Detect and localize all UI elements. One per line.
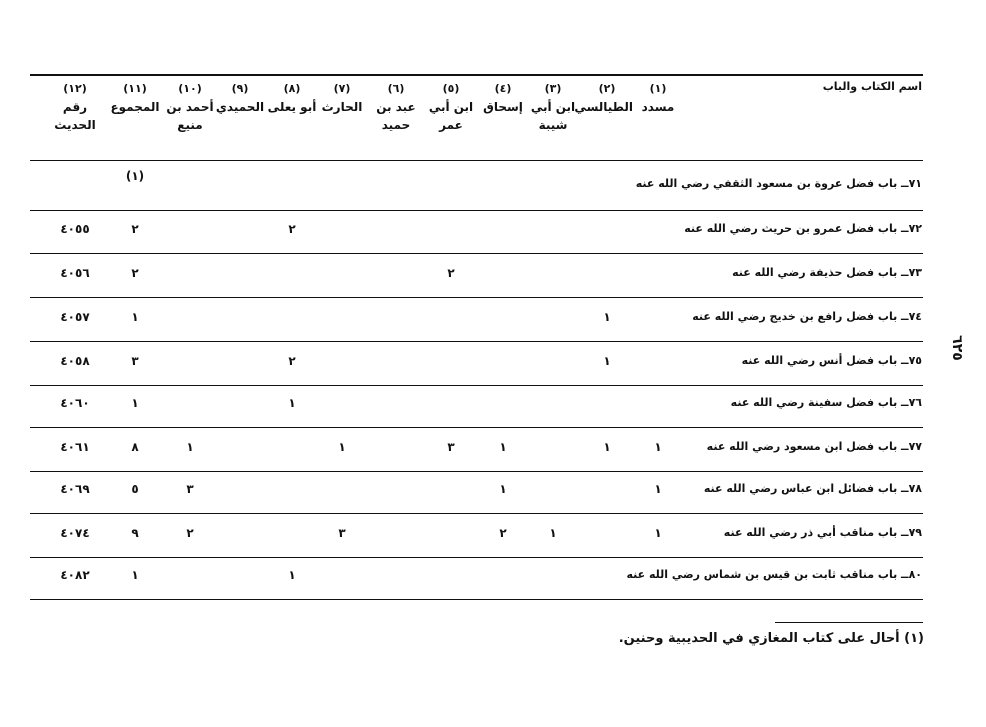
table-cell-c12: ٤٠٥٧ — [60, 310, 90, 324]
table-top-rule — [30, 74, 923, 76]
table-cell-c11: ٥ — [131, 482, 139, 496]
header-title: اسم الكتاب والباب — [822, 80, 922, 93]
page-number: ٦٢٥ — [948, 335, 965, 361]
column-number: (٧) — [333, 82, 351, 95]
row-label: ٧١ــ باب فضل عروة بن مسعود الثقفي رضي الله عنه — [635, 177, 922, 190]
table-cell-c1: ١ — [654, 526, 662, 540]
table-cell-c7: ١ — [338, 440, 346, 454]
row-label: ٧٣ــ باب فضل حذيفة رضي الله عنه — [732, 266, 922, 279]
column-header-9 — [214, 80, 266, 116]
table-cell-c12: ٤٠٥٦ — [60, 266, 90, 280]
table-cell-c4: ٢ — [499, 526, 507, 540]
table-cell-c11: (١) — [125, 169, 145, 183]
row-rule — [30, 513, 923, 514]
column-label: ابن أبي عمر — [428, 100, 474, 132]
table-cell-c1: ١ — [654, 440, 662, 454]
column-header-1 — [632, 80, 684, 116]
table-cell-c12: ٤٠٦٠ — [60, 396, 90, 410]
row-rule — [30, 210, 923, 211]
table-cell-c10: ١ — [186, 440, 194, 454]
row-label: ٧٥ــ باب فضل أنس رضي الله عنه — [741, 354, 922, 367]
column-header-6 — [370, 80, 422, 134]
column-number: (٤) — [494, 82, 512, 95]
column-number: (٦) — [387, 82, 405, 95]
column-number: (١٠) — [178, 82, 202, 95]
column-label: إسحاق — [483, 100, 523, 114]
footnote-rule — [775, 622, 923, 623]
table-cell-c1: ١ — [654, 482, 662, 496]
row-rule — [30, 471, 923, 472]
column-header-7 — [316, 80, 368, 116]
table-cell-c11: ٢ — [131, 266, 139, 280]
column-number: (٩) — [231, 82, 249, 95]
table-cell-c5: ٢ — [447, 266, 455, 280]
table-cell-c11: ٨ — [131, 440, 139, 454]
column-label: الحميدي — [215, 100, 265, 114]
table-cell-c11: ٢ — [131, 222, 139, 236]
row-label: ٧٢ــ باب فضل عمرو بن حريث رضي الله عنه — [684, 222, 922, 235]
table-cell-c5: ٣ — [447, 440, 455, 454]
column-number: (٢) — [598, 82, 616, 95]
table-cell-c10: ٣ — [186, 482, 194, 496]
column-header-12 — [49, 80, 101, 134]
footnote: (١) أحال على كتاب المغازي في الحديبية وحنين. — [618, 631, 924, 646]
column-header-8 — [266, 80, 318, 116]
column-header-4 — [477, 80, 529, 116]
table-cell-c11: ٣ — [131, 354, 139, 368]
table-cell-c2: ١ — [603, 310, 611, 324]
row-rule — [30, 385, 923, 386]
table-cell-c4: ١ — [499, 440, 507, 454]
table-cell-c4: ١ — [499, 482, 507, 496]
column-header-3 — [527, 80, 579, 134]
table-cell-c12: ٤٠٦٩ — [60, 482, 90, 496]
table-cell-c11: ١ — [131, 396, 139, 410]
column-label: ابن أبي شيبة — [530, 100, 576, 132]
row-label: ٧٦ــ باب فضل سفينة رضي الله عنه — [730, 396, 922, 409]
column-label: أحمد بن منيع — [166, 100, 214, 132]
column-label: مسدد — [641, 100, 675, 114]
table-cell-c8: ٢ — [288, 222, 296, 236]
row-rule — [30, 253, 923, 254]
table-cell-c3: ١ — [549, 526, 557, 540]
table-cell-c8: ٢ — [288, 354, 296, 368]
column-number: (٣) — [544, 82, 562, 95]
column-label: أبو يعلى — [267, 100, 317, 114]
row-label: ٧٩ــ باب مناقب أبي ذر رضي الله عنه — [723, 526, 922, 539]
row-label: ٧٤ــ باب فضل رافع بن خديج رضي الله عنه — [692, 310, 922, 323]
column-header-5 — [425, 80, 477, 134]
table-cell-c2: ١ — [603, 354, 611, 368]
column-number: (١) — [649, 82, 667, 95]
row-rule — [30, 297, 923, 298]
row-label: ٨٠ــ باب مناقب ثابت بن قيس بن شماس رضي الله عنه — [626, 568, 922, 581]
table-cell-c8: ١ — [288, 568, 296, 582]
column-header-11 — [109, 80, 161, 116]
column-number: (٥) — [442, 82, 460, 95]
column-label: الطيالسي — [574, 100, 633, 114]
row-label: ٧٧ــ باب فضل ابن مسعود رضي الله عنه — [706, 440, 922, 453]
column-header-2 — [574, 80, 633, 116]
row-rule — [30, 557, 923, 558]
table-cell-c12: ٤٠٦١ — [60, 440, 90, 454]
column-number: (١٢) — [63, 82, 87, 95]
column-label: الحارث — [321, 100, 363, 114]
row-rule — [30, 341, 923, 342]
table-cell-c10: ٢ — [186, 526, 194, 540]
column-header-10 — [164, 80, 216, 134]
row-label: ٧٨ــ باب فضائل ابن عباس رضي الله عنه — [703, 482, 922, 495]
column-label: رقم الحديث — [54, 100, 96, 132]
table-cell-c8: ١ — [288, 396, 296, 410]
row-rule — [30, 599, 923, 600]
table-cell-c7: ٣ — [338, 526, 346, 540]
table-cell-c12: ٤٠٧٤ — [60, 526, 90, 540]
row-rule — [30, 427, 923, 428]
table-cell-c12: ٤٠٥٨ — [60, 354, 90, 368]
table-cell-c11: ١ — [131, 568, 139, 582]
table-cell-c11: ١ — [131, 310, 139, 324]
column-label: عبد بن حميد — [376, 100, 416, 132]
column-number: (٨) — [283, 82, 301, 95]
table-cell-c12: ٤٠٨٢ — [60, 568, 90, 582]
column-label: المجموع — [110, 100, 160, 114]
header-bottom-rule — [30, 160, 923, 161]
table-cell-c2: ١ — [603, 440, 611, 454]
column-number: (١١) — [123, 82, 147, 95]
table-cell-c11: ٩ — [131, 526, 139, 540]
table-cell-c12: ٤٠٥٥ — [60, 222, 90, 236]
